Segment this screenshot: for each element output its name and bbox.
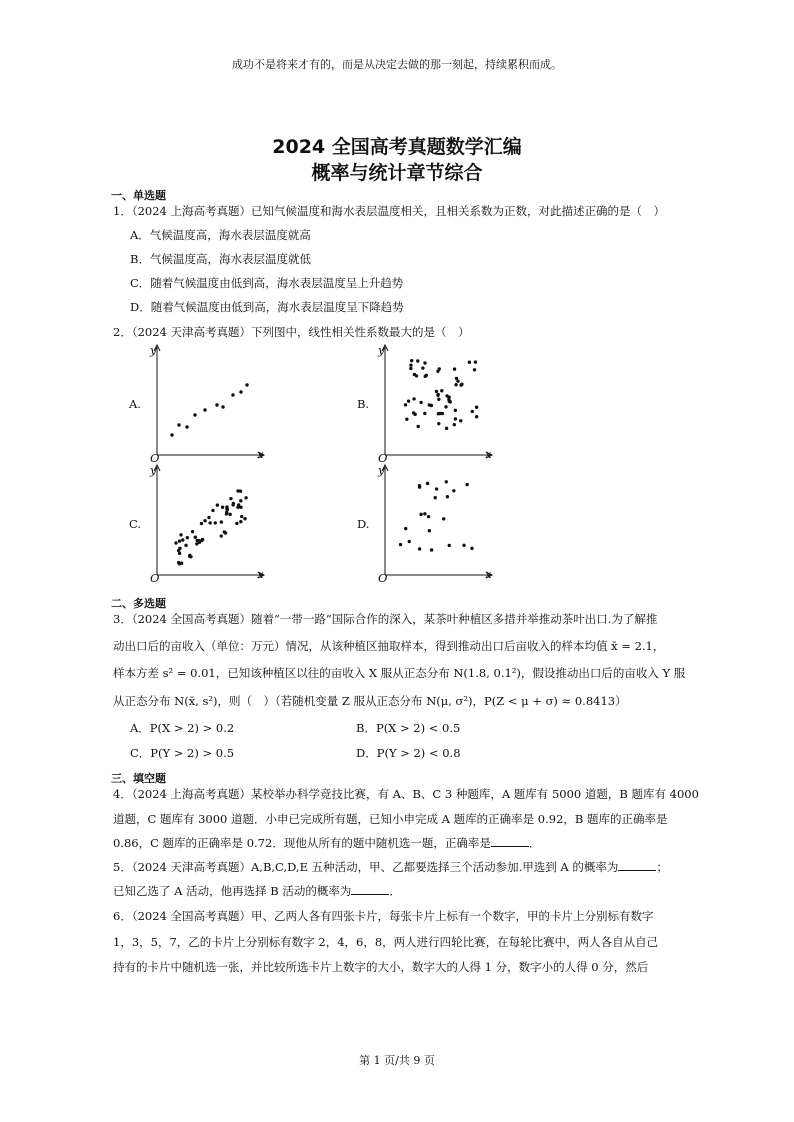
data-point (404, 527, 407, 530)
data-point (454, 383, 457, 386)
data-point (465, 483, 468, 486)
q4-line3 (113, 835, 540, 851)
data-point (444, 405, 447, 408)
data-point (419, 513, 422, 516)
data-point (240, 515, 243, 518)
data-point (231, 503, 234, 506)
header-motto: 成功不是将来才有的，而是从决定去做的那一刻起，持续累积而成。 (232, 58, 562, 71)
question-2: 2．（2024 天津高考真题）下列图中，线性相关性系数最大的是（ ） (113, 325, 470, 339)
page-footer: 第 1 页/共 9 页 (359, 1054, 435, 1067)
q6-line1: 6．（2024 全国高考真题）甲、乙两人各有四张卡片，每张卡片上标有一个数字，甲的卡片上分别标有数字 (113, 909, 654, 923)
data-point (423, 361, 426, 364)
q4-end: ． (528, 836, 541, 850)
plot-a-y-label: y (150, 343, 157, 357)
section-fill-blank: 三、填空题 (111, 772, 166, 785)
data-point (447, 395, 450, 398)
data-point (423, 512, 426, 515)
data-point (399, 543, 402, 546)
data-point (446, 495, 449, 498)
scatter-plot-c (142, 463, 272, 588)
data-point (434, 496, 437, 499)
data-point (235, 522, 238, 525)
q5-answer-blank-1[interactable] (618, 860, 656, 871)
question-1: 1．（2024 上海高考真题）已知气候温度和海水表层温度相关，且相关系数为正数，对此描述正确的是（ ） (113, 204, 665, 218)
data-point (418, 484, 421, 487)
data-point (435, 390, 438, 393)
data-point (419, 401, 422, 404)
data-point (179, 533, 182, 536)
data-point (473, 368, 476, 371)
data-point (414, 413, 417, 416)
plot-c-origin: O (150, 571, 160, 585)
plot-d-x-label: x (485, 567, 492, 581)
data-point (191, 530, 194, 533)
scatter-plot-a (142, 343, 272, 468)
data-point (221, 506, 224, 509)
q5-answer-blank-2[interactable] (351, 884, 389, 895)
data-point (439, 412, 442, 415)
plot-b-label: B. (357, 397, 370, 411)
data-point (407, 399, 410, 402)
data-point (453, 367, 456, 370)
data-point (211, 509, 214, 512)
data-point (186, 536, 189, 539)
section-multi-choice: 二、多选题 (111, 597, 166, 610)
q3-option-b: B．P(X > 2) < 0.5 (356, 721, 461, 735)
data-point (426, 482, 429, 485)
plot-c-label: C. (129, 517, 142, 531)
data-point (410, 359, 413, 362)
q3-option-c: C．P(Y > 2) > 0.5 (130, 746, 235, 760)
data-point (220, 534, 223, 537)
data-point (220, 520, 223, 523)
q1-option-a: A．气候温度高，海水表层温度就高 (130, 228, 311, 242)
data-point (454, 409, 457, 412)
data-point (456, 379, 459, 382)
plot-c-x-label: x (257, 567, 264, 581)
data-point (417, 425, 420, 428)
data-point (437, 422, 440, 425)
data-point (416, 359, 419, 362)
data-point (207, 516, 210, 519)
data-point (474, 360, 477, 363)
data-point (216, 503, 219, 506)
data-point (239, 520, 242, 523)
data-point (470, 547, 473, 550)
plot-a-origin: O (150, 451, 160, 465)
data-point (203, 519, 206, 522)
plot-c-y-label: y (150, 463, 157, 477)
q5-line2 (113, 883, 401, 899)
data-point (236, 506, 239, 509)
data-point (428, 403, 431, 406)
q3-line2: 动出口后的亩收入（单位：万元）情况，从该种植区抽取样本，得到推动出口后亩收入的样本均值 x̄ = 2.1， (113, 639, 665, 653)
q6-line3: 持有的卡片中随机选一张，并比较所选卡片上数字的大小，数字大的人得 1 分，数字小的人得 0 分，然后 (113, 960, 649, 974)
data-point (239, 499, 242, 502)
data-point (404, 403, 407, 406)
data-point (448, 544, 451, 547)
data-point (405, 417, 408, 420)
data-point (229, 497, 232, 500)
data-point (459, 383, 462, 386)
q6-line2: 1，3，5，7，乙的卡片上分别标有数字 2，4，6，8，两人进行四轮比赛，在每轮比赛中，两人各自从自己 (113, 935, 659, 949)
data-point (452, 489, 455, 492)
data-point (245, 383, 248, 386)
data-point (231, 393, 234, 396)
data-point (224, 531, 227, 534)
data-point (438, 367, 441, 370)
data-point (475, 415, 478, 418)
q5-line1-text: 5．（2024 天津高考真题）A,B,C,D,E 五种活动，甲、乙都要选择三个活动参加.甲选到 A 的概率为 (113, 860, 619, 874)
data-point (178, 547, 181, 550)
data-point (194, 536, 197, 539)
data-point (214, 521, 217, 524)
q3-option-d: D．P(Y > 2) < 0.8 (356, 746, 461, 760)
q5-line2-text: 已知乙选了 A 活动，他再选择 B 活动的概率为 (113, 884, 352, 898)
data-point (468, 361, 471, 364)
q1-option-c: C．随着气候温度由低到高，海水表层温度呈上升趋势 (130, 276, 404, 290)
data-point (177, 423, 180, 426)
data-point (462, 544, 465, 547)
q3-line1: 3．（2024 全国高考真题）随着“一带一路”国际合作的深入，某茶叶种植区多措并举推动茶叶出口.为了解推 (113, 612, 658, 626)
data-point (471, 410, 474, 413)
data-point (185, 425, 188, 428)
scatter-plot-d (370, 463, 500, 588)
data-point (178, 552, 181, 555)
section-single-choice: 一、单选题 (111, 189, 166, 202)
data-point (435, 487, 438, 490)
data-point (459, 419, 462, 422)
data-point (208, 521, 211, 524)
q4-line2: 道题，C 题库有 3000 道题．小申已完成所有题，已知小申完成 A 题库的正确率是 0.92，B 题库的正确率是 (113, 812, 668, 826)
data-point (236, 489, 239, 492)
data-point (244, 496, 247, 499)
data-point (239, 506, 242, 509)
q3-option-a: A．P(X > 2) > 0.2 (130, 721, 235, 735)
data-point (442, 517, 445, 520)
data-point (225, 512, 228, 515)
data-point (453, 423, 456, 426)
data-point (475, 406, 478, 409)
data-point (412, 397, 415, 400)
plot-d-label: D. (357, 517, 370, 531)
plot-b-x-label: x (485, 447, 492, 461)
data-point (170, 433, 173, 436)
data-point (436, 394, 439, 397)
data-point (221, 405, 224, 408)
data-point (198, 540, 201, 543)
q1-option-d: D．随着气候温度由低到高，海水表层温度呈下降趋势 (130, 300, 404, 314)
plot-d-origin: O (378, 571, 388, 585)
q5-end: ． (389, 884, 401, 898)
plot-b-y-label: y (378, 343, 385, 357)
data-point (440, 389, 443, 392)
data-point (409, 367, 412, 370)
data-point (200, 522, 203, 525)
data-point (427, 515, 430, 518)
data-point (188, 554, 191, 557)
scatter-plot-b (370, 343, 500, 468)
data-point (424, 375, 427, 378)
data-point (193, 413, 196, 416)
q5-sep: ； (656, 860, 668, 874)
data-point (174, 541, 177, 544)
data-point (413, 373, 416, 376)
plot-d-y-label: y (378, 463, 385, 477)
data-point (409, 363, 412, 366)
data-point (418, 547, 421, 550)
data-point (181, 538, 184, 541)
plot-a-x-label: x (257, 447, 264, 461)
data-point (408, 540, 411, 543)
data-point (184, 544, 187, 547)
q1-option-b: B．气候温度高，海水表层温度就低 (130, 252, 311, 266)
data-point (423, 412, 426, 415)
q5-line1 (113, 859, 668, 875)
data-point (437, 398, 440, 401)
data-point (445, 480, 448, 483)
title-line1: 2024 全国高考真题数学汇编 (272, 136, 522, 158)
data-point (225, 505, 228, 508)
plot-a-label: A. (129, 397, 141, 411)
q4-answer-blank[interactable] (491, 836, 529, 847)
data-point (421, 366, 424, 369)
data-point (239, 390, 242, 393)
data-point (180, 561, 183, 564)
data-point (203, 408, 206, 411)
q3-line3: 样本方差 s² = 0.01，已知该种植区以往的亩收入 X 服从正态分布 N(1.8, 0.1²)，假设推动出口后的亩收入 Y 服 (113, 666, 686, 680)
data-point (428, 529, 431, 532)
data-point (445, 427, 448, 430)
data-point (454, 417, 457, 420)
q3-line4: 从正态分布 N(x̄, s²)，则（ ）（若随机变量 Z 服从正态分布 N(μ, σ²)，P(Z < μ + σ) ≈ 0.8413） (113, 694, 627, 708)
q4-line1: 4．（2024 上海高考真题）某校举办科学竞技比赛，有 A、B、C 3 种题库，A 题库有 5000 道题，B 题库有 4000 (113, 787, 699, 801)
title-line2: 概率与统计章节综合 (311, 162, 483, 184)
data-point (430, 548, 433, 551)
plot-b-origin: O (378, 451, 388, 465)
data-point (243, 517, 246, 520)
data-point (215, 403, 218, 406)
q4-line3-text: 0.86，C 题库的正确率是 0.72．现他从所有的题中随机选一题，正确率是 (113, 836, 491, 850)
data-point (178, 539, 181, 542)
data-point (228, 513, 231, 516)
